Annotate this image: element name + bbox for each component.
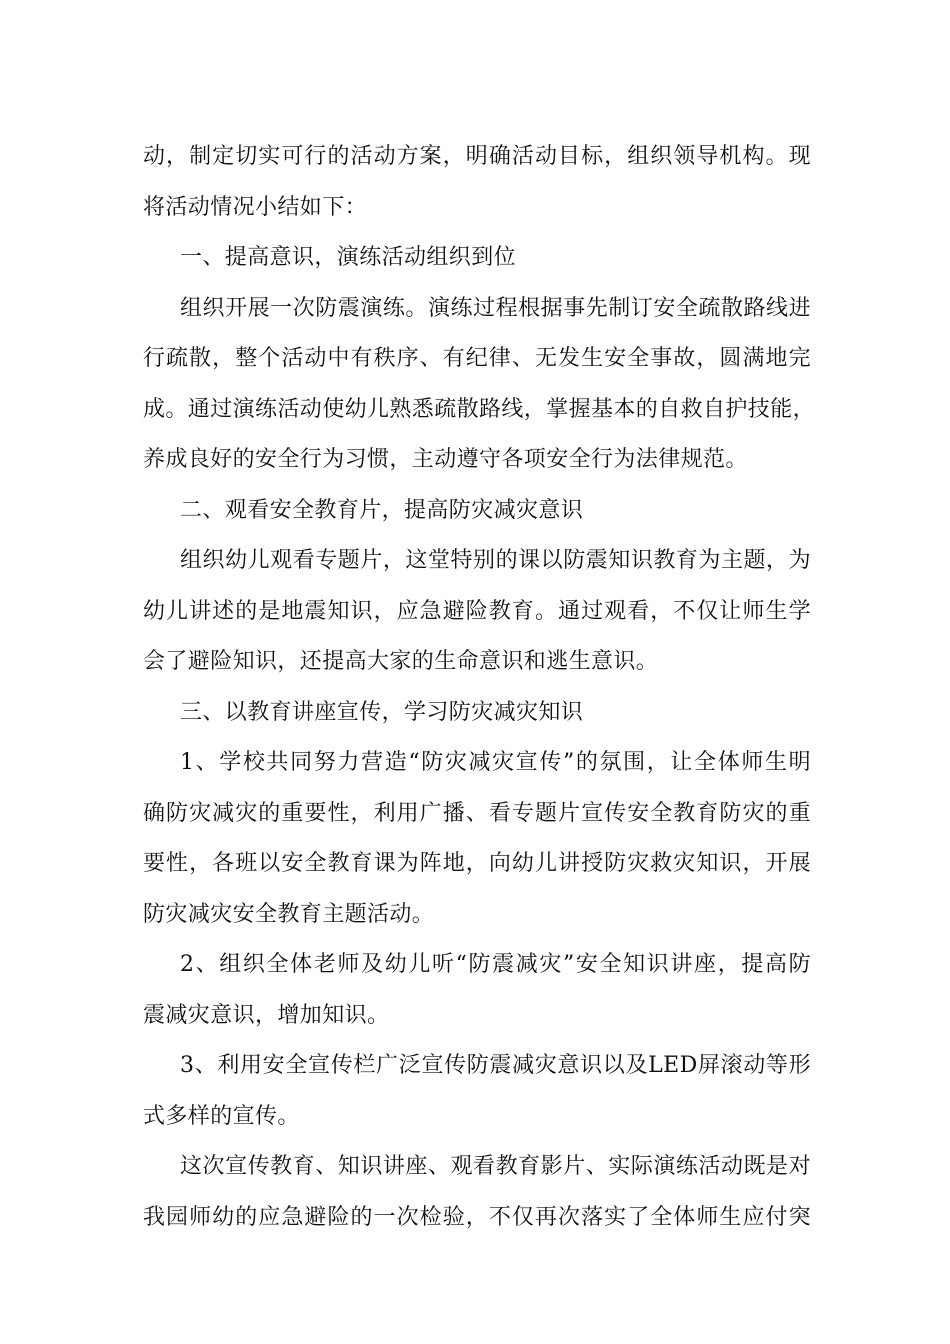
paragraph-line: 确防灾减灾的重要性，利用广播、看专题片宣传安全教育防灾的重 — [143, 800, 811, 826]
paragraph-line: 2、组织全体老师及幼儿听“防震减灾”安全知识讲座，提高防 — [180, 952, 811, 977]
paragraph-line: 式多样的宣传。 — [143, 1103, 300, 1129]
paragraph-line: 1、学校共同努力营造“防灾减灾宣传”的氛围，让全体师生明 — [180, 750, 811, 775]
paragraph-line: 将活动情况小结如下： — [143, 194, 368, 220]
paragraph-line: 组织幼儿观看专题片，这堂特别的课以防震知识教育为主题，为 — [180, 548, 811, 573]
paragraph-line: 养成良好的安全行为习惯，主动遵守各项安全行为法律规范。 — [143, 447, 748, 472]
document-body — [143, 132, 816, 1243]
paragraph-line: 动，制定切实可行的活动方案，明确活动目标，组织领导机构。现 — [143, 144, 811, 169]
section-heading: 一、提高意识，演练活动组织到位 — [180, 245, 517, 270]
paragraph-line: 成。通过演练活动使幼儿熟悉疏散路线，掌握基本的自救自护技能， — [143, 396, 816, 422]
paragraph-line: 要性，各班以安全教育课为阵地，向幼儿讲授防灾救灾知识，开展 — [143, 851, 811, 876]
paragraph-line: 会了避险知识，还提高大家的生命意识和逃生意识。 — [143, 649, 659, 674]
paragraph-line: 组织开展一次防震演练。演练过程根据事先制订安全疏散路线进 — [180, 295, 811, 321]
section-heading: 三、以教育讲座宣传，学习防灾减灾知识 — [180, 699, 584, 725]
section-heading: 二、观看安全教育片，提高防灾减灾意识 — [180, 497, 584, 523]
paragraph-line: 防灾减灾安全教育主题活动。 — [143, 901, 435, 927]
paragraph-line: 行疏散，整个活动中有秩序、有纪律、无发生安全事故，圆满地完 — [143, 346, 811, 371]
paragraph-line: 震减灾意识，增加知识。 — [143, 1002, 390, 1028]
paragraph-line: 幼儿讲述的是地震知识，应急避险教育。通过观看，不仅让师生学 — [143, 598, 811, 624]
paragraph-line: 这次宣传教育、知识讲座、观看教育影片、实际演练活动既是对 — [180, 1154, 811, 1179]
paragraph-line: 3、利用安全宣传栏广泛宣传防震减灾意识以及LED屏滚动等形 — [180, 1053, 811, 1078]
paragraph-line: 我园师幼的应急避险的一次检验，不仅再次落实了全体师生应付突 — [143, 1204, 811, 1230]
